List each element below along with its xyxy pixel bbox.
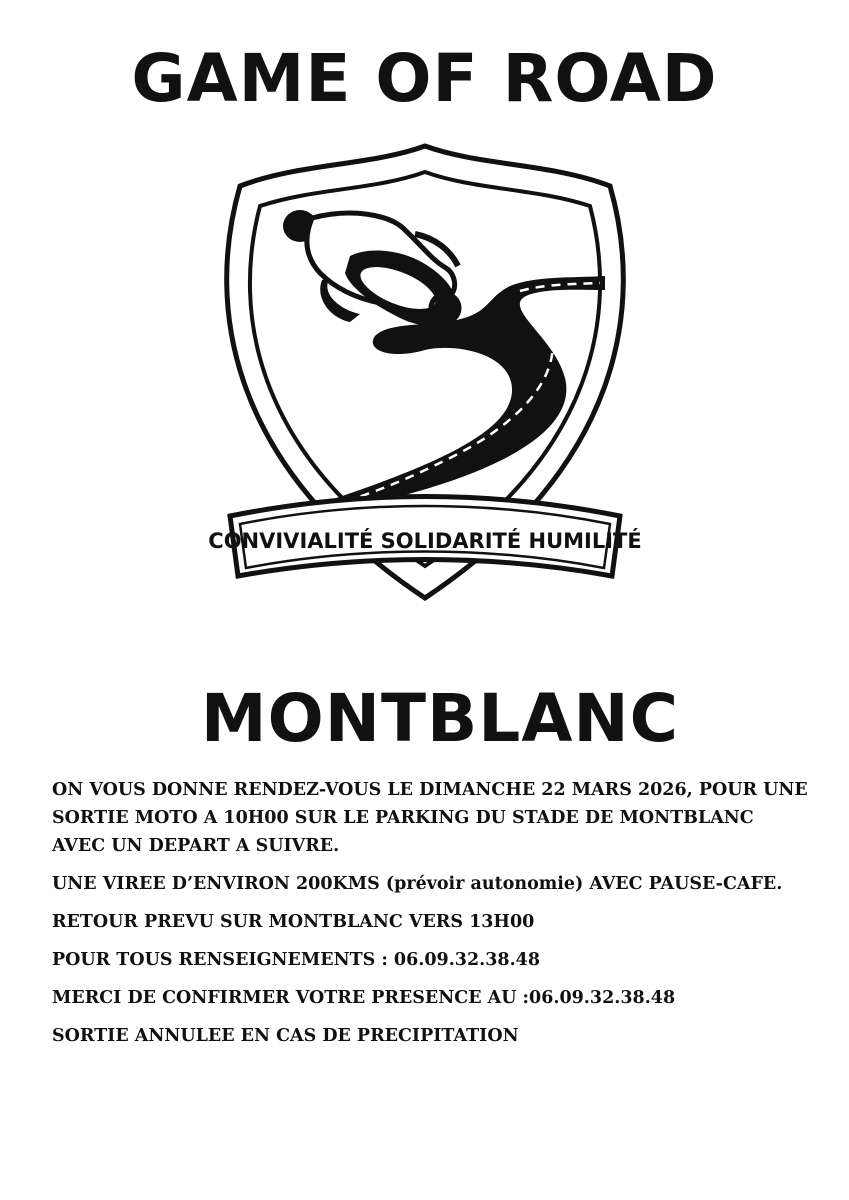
paragraph-confirm-phone: MERCI DE CONFIRMER VOTRE PRESENCE AU :06.09.32.38.48 [52,988,676,1008]
city-heading: MONTBLANC [200,680,680,757]
poster-title: GAME OF ROAD [131,40,718,117]
logo-motto: CONVIVIALITÉ SOLIDARITÉ HUMILITÉ [208,529,642,553]
shield-icon [200,138,650,608]
paragraph-cancellation: SORTIE ANNULEE EN CAS DE PRECIPITATION [52,1026,519,1046]
paragraph-return-time: RETOUR PREVU SUR MONTBLANC VERS 13H00 [52,912,535,932]
paragraph-info-phone: POUR TOUS RENSEIGNEMENTS : 06.09.32.38.48 [52,950,541,970]
paragraph-ride-distance: UNE VIREE D’ENVIRON 200KMS (prévoir autonomie) AVEC PAUSE-CAFE. [52,874,783,894]
paragraph-meeting: ON VOUS DONNE RENDEZ-VOUS LE DIMANCHE 22 MARS 2026, POUR UNE SORTIE MOTO A 10H00 SUR LE PARKING DU STADE DE MONTBLANC AVEC UN DEPART A SUIVRE. [52,780,808,856]
event-details [52,776,812,1060]
club-logo [200,138,650,608]
